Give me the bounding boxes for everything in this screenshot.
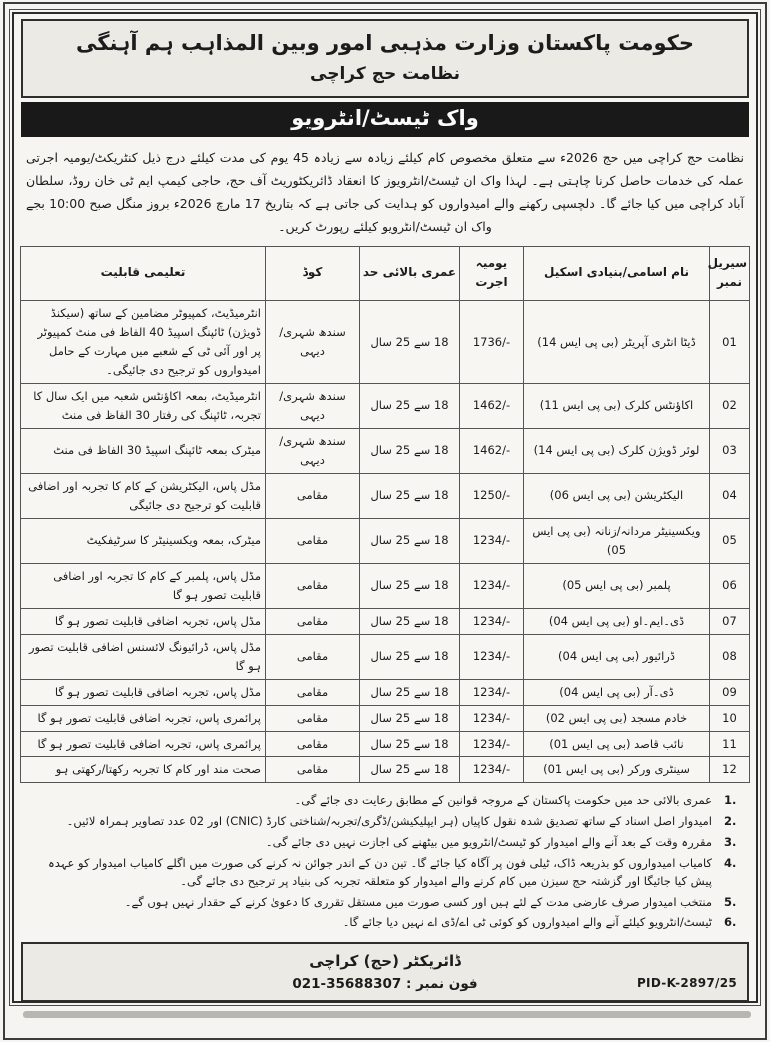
cell-serial: 09 [710,679,750,705]
cell-age: 18 سے 25 سال [360,518,460,563]
note-text: مقررہ وقت کے بعد آنے والے امیدوار کو ٹیسٹ/انٹرویو میں بیٹھنے کی اجازت نہیں دی جائے گی۔ [265,835,712,850]
cell-age: 18 سے 25 سال [360,383,460,428]
cell-wage: 1250/- [460,473,524,518]
note-text: منتخب امیدوار صرف عارضی مدت کے لئے ہیں اور کسی صورت میں مستقل تقرری کا دعویٰ کرنے کے حقدار نہیں ہوں گے۔ [124,894,712,909]
note-item [24,914,746,932]
note-item [24,894,746,912]
cell-code: مقامی [266,757,360,783]
cell-code: مقامی [266,705,360,731]
cell-age: 18 سے 25 سال [360,301,460,384]
cell-serial: 08 [710,634,750,679]
ministry-title: حکومت پاکستان وزارت مذہبی امور وبین المذاہب ہم آہنگی [76,31,694,55]
cell-serial: 07 [710,608,750,634]
table-header-row [21,246,750,301]
cell-qualification: مڈل پاس، الیکٹریشن کے کام کا تجربہ اور اضافی قابلیت کو ترجیح دی جائیگی [21,473,266,518]
cell-wage: 1234/- [460,731,524,757]
cell-wage: 1234/- [460,518,524,563]
cell-post: نائب قاصد (بی پی ایس 01) [524,731,710,757]
table-row [21,518,750,563]
cell-post: ڈیٹا انٹری آپریٹر (بی پی ایس 14) [524,301,710,384]
cell-age: 18 سے 25 سال [360,473,460,518]
cell-code: سندھ شہری/دیہی [266,428,360,473]
terms-and-conditions-list [20,783,750,937]
cell-post: الیکٹریشن (بی پی ایس 06) [524,473,710,518]
advertisement-frame [9,9,761,1006]
cell-serial: 01 [710,301,750,384]
cell-code: مقامی [266,608,360,634]
cell-post: پلمبر (بی پی ایس 05) [524,563,710,608]
table-row [21,563,750,608]
cell-code: سندھ شہری/دیہی [266,301,360,384]
cell-post: ویکسینیٹر مردانہ/زنانہ (بی پی ایس 05) [524,518,710,563]
adjacent-ad-edge [23,1011,751,1018]
table-row [21,731,750,757]
advertisement-body [12,12,758,1003]
col-header-qualification: تعلیمی قابلیت [21,246,266,301]
cell-age: 18 سے 25 سال [360,679,460,705]
cell-age: 18 سے 25 سال [360,731,460,757]
cell-code: مقامی [266,563,360,608]
cell-post: اکاؤنٹس کلرک (بی پی ایس 11) [524,383,710,428]
cell-post: سینٹری ورکر (بی پی ایس 01) [524,757,710,783]
cell-serial: 05 [710,518,750,563]
cell-code: مقامی [266,518,360,563]
vacancies-table [20,246,750,784]
note-number: 3. [724,835,737,850]
cell-wage: 1234/- [460,757,524,783]
table-row [21,301,750,384]
ministry-header-box [21,19,749,98]
table-row [21,608,750,634]
cell-qualification: مڈل پاس، تجربہ اضافی قابلیت تصور ہو گا [21,608,266,634]
cell-age: 18 سے 25 سال [360,634,460,679]
phone-number: 021-35688307 [292,975,402,992]
cell-wage: 1736/- [460,301,524,384]
table-row [21,757,750,783]
cell-serial: 12 [710,757,750,783]
cell-wage: 1234/- [460,705,524,731]
cell-qualification: میٹرک، بمعہ ویکسینیٹر کا سرٹیفکیٹ [21,518,266,563]
cell-post: ڈی۔ایم۔او (بی پی ایس 04) [524,608,710,634]
note-number: 5. [724,894,737,909]
cell-code: مقامی [266,679,360,705]
cell-qualification: انٹرمیڈیٹ، کمپیوٹر مضامین کے ساتھ (سیکنڈ ڈویژن) ٹائپنگ اسپیڈ 40 الفاظ فی منٹ کمپیوٹر پر اور آئی ٹی کے شعبے میں مہارت کے حامل امیدواروں کو ترجیح دی جائیگی۔ [21,301,266,384]
table-row [21,679,750,705]
table-row [21,428,750,473]
directorate-subtitle: نظامت حج کراچی [310,63,460,84]
cell-wage: 1234/- [460,563,524,608]
cell-code: مقامی [266,634,360,679]
cell-code: مقامی [266,731,360,757]
col-header-code: کوڈ [266,246,360,301]
col-header-post: نام اسامی/بنیادی اسکیل [524,246,710,301]
cell-qualification: انٹرمیڈیٹ، بمعہ اکاؤنٹس شعبہ میں ایک سال کا تجربہ، ٹائپنگ کی رفتار 30 الفاظ فی منٹ [21,383,266,428]
cell-post: ڈرائیور (بی پی ایس 04) [524,634,710,679]
walk-test-interview-banner: واک ٹیسٹ/انٹرویو [21,102,749,137]
phone-line [29,976,741,992]
cell-qualification: مڈل پاس، ڈرائیونگ لائسنس اضافی قابلیت تصور ہو گا [21,634,266,679]
note-item [24,855,746,891]
col-header-wage: یومیہ اجرت [460,246,524,301]
table-row [21,705,750,731]
note-item [24,792,746,810]
cell-qualification: میٹرک بمعہ ٹائپنگ اسپیڈ 30 الفاظ فی منٹ [21,428,266,473]
cell-post: لوئر ڈویژن کلرک (بی پی ایس 14) [524,428,710,473]
cell-serial: 11 [710,731,750,757]
cell-serial: 10 [710,705,750,731]
cell-wage: 1462/- [460,383,524,428]
cell-age: 18 سے 25 سال [360,563,460,608]
cell-age: 18 سے 25 سال [360,428,460,473]
col-header-serial: سیریل نمبر [710,246,750,301]
scan-border [3,2,767,1040]
cell-age: 18 سے 25 سال [360,757,460,783]
col-header-age: عمری بالائی حد [360,246,460,301]
note-text: امیدوار اصل اسناد کے ساتھ تصدیق شدہ نقول کاپیاں (ہر ایپلیکیشن/ڈگری/تجربہ/شناختی کارڈ (CNIC) اور 02 عدد تصاویر ہمراہ لائیں۔ [66,814,712,829]
cell-wage: 1462/- [460,428,524,473]
table-row [21,473,750,518]
note-number: 2. [724,814,737,829]
table-row [21,634,750,679]
signatory-title: ڈائریکٹر (حج) کراچی [309,952,461,971]
cell-post: خادم مسجد (بی پی ایس 02) [524,705,710,731]
cell-wage: 1234/- [460,634,524,679]
cell-age: 18 سے 25 سال [360,608,460,634]
cell-code: مقامی [266,473,360,518]
cell-age: 18 سے 25 سال [360,705,460,731]
note-item [24,834,746,852]
note-text: کامیاب امیدواروں کو بذریعہ ڈاک، ٹیلی فون پر آگاہ کیا جائے گا۔ تین دن کے اندر جوائن نہ کرنے کی صورت میں اگلے کامیاب امیدوار کو عہدہ پیش کیا جائیگا اور گزشتہ حج سیزن میں کام کرنے والے امیدوار کو متعلقہ تجربہ کی بنیاد پر ترجیح دی جائے گی۔ [47,855,712,888]
cell-post: ڈی۔آر (بی پی ایس 04) [524,679,710,705]
cell-wage: 1234/- [460,679,524,705]
intro-paragraph: نظامت حج کراچی میں حج 2026ء سے متعلق مخصوص کام کیلئے زیادہ سے زیادہ 45 یوم کی مدت کیلئے درج ذیل کنٹریکٹ/یومیہ اجرتی عملہ کی خدمات حاصل کرنا چاہتی ہے۔ لہذا واک ان ٹیسٹ/انٹرویوز کا انعقاد ڈائریکٹوریٹ آف حج، حاجی کیمپ ایم ٹی خان روڈ، سلطان آباد کراچی میں کیا جائے گا۔ دلچسپی رکھنے والے امیدواروں کو ہدایت کی جاتی ہے کہ بتاریخ 17 مارچ 2026ء بروز منگل صبح 10:00 بجے واک ان ٹیسٹ/انٹرویو کیلئے رپورٹ کریں۔ [26,150,745,235]
note-number: 4. [724,855,737,870]
cell-qualification: پرائمری پاس، تجربہ اضافی قابلیت تصور ہو گا [21,731,266,757]
cell-code: سندھ شہری/دیہی [266,383,360,428]
cell-qualification: مڈل پاس، پلمبر کے کام کا تجربہ اور اضافی قابلیت تصور ہو گا [21,563,266,608]
cell-serial: 03 [710,428,750,473]
cell-qualification: مڈل پاس، تجربہ اضافی قابلیت تصور ہو گا [21,679,266,705]
pid-reference: PID-K-2897/25 [636,975,737,990]
note-number: 1. [724,793,737,808]
note-text: عمری بالائی حد میں حکومت پاکستان کے مروجہ قوانین کے مطابق رعایت دی جائے گی۔ [294,793,712,808]
cell-serial: 04 [710,473,750,518]
cell-qualification: صحت مند اور کام کا تجربہ رکھتا/رکھتی ہو [21,757,266,783]
cell-serial: 06 [710,563,750,608]
note-number: 6. [724,915,737,930]
cell-qualification: پرائمری پاس، تجربہ اضافی قابلیت تصور ہو گا [21,705,266,731]
signature-footer-box [21,942,749,1002]
phone-label: فون نمبر : [405,975,478,992]
cell-serial: 02 [710,383,750,428]
table-row [21,383,750,428]
note-text: ٹیسٹ/انٹرویو کیلئے آنے والے امیدواروں کو کوئی ٹی اے/ڈی اے نہیں دیا جائے گا۔ [342,915,712,930]
cell-wage: 1234/- [460,608,524,634]
note-item [24,813,746,831]
